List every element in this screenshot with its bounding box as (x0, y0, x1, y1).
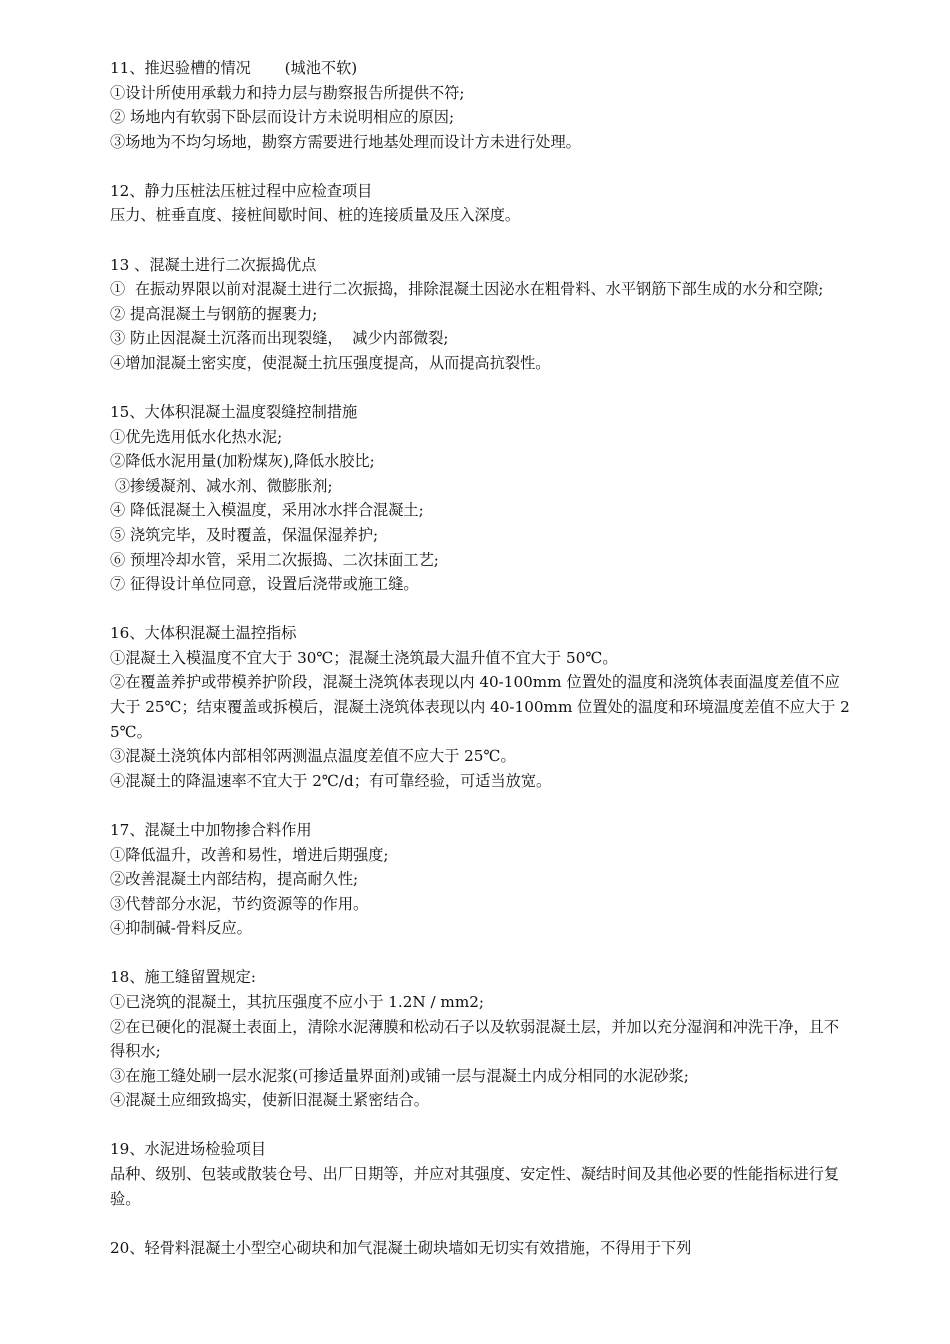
section-line: ①设计所使用承载力和持力层与勘察报告所提供不符; (110, 83, 465, 102)
section-line: ③混凝土浇筑体内部相邻两测温点温度差值不应大于 25℃。 (110, 747, 516, 766)
section-title: 17、混凝土中加物掺合料作用 (110, 820, 312, 839)
section-line: ④混凝土的降温速率不宜大于 2℃/d；有可靠经验，可适当放宽。 (110, 771, 552, 790)
section-line: ② 场地内有软弱下卧层而设计方未说明相应的原因; (110, 108, 455, 127)
section-line: ②降低水泥用量(加粉煤灰),降低水胶比; (110, 452, 375, 471)
section-line: ①已浇筑的混凝土，其抗压强度不应小于 1.2N / mm2; (110, 993, 484, 1011)
section-line: 压力、桩垂直度、接桩间歇时间、桩的连接质量及压入深度。 (110, 206, 521, 225)
section-line: ②在已硬化的混凝土表面上，清除水泥薄膜和松动石子以及软弱混凝土层，并加以充分湿润和冲洗干净，且不得积水; (110, 1017, 839, 1061)
section-line: ③在施工缝处刷一层水泥浆(可掺适量界面剂)或铺一层与混凝土内成分相同的水泥砂浆; (110, 1066, 689, 1085)
section-title: 15、大体积混凝土温度裂缝控制措施 (110, 403, 358, 422)
section-line: ①降低温升，改善和易性，增进后期强度; (110, 845, 389, 864)
section-line: ②在覆盖养护或带模养护阶段，混凝土浇筑体表现以内 40-100mm 位置处的温度和浇筑体表面温度差值不应大于 25℃；结束覆盖或拆模后，混凝土浇筑体表现以内 40-100mm 位置处的温度和环境温度差值不应大于 25℃。 (110, 673, 850, 741)
section-line: 品种、级别、包装或散装仓号、出厂日期等，并应对其强度、安定性、凝结时间及其他必要的性能指标进行复验。 (110, 1165, 839, 1208)
section-line: ①混凝土入模温度不宜大于 30℃；混凝土浇筑最大温升值不宜大于 50℃。 (110, 648, 618, 667)
section-title: 18、施工缝留置规定: (110, 968, 256, 987)
section-line: ④ 降低混凝土入模温度，采用冰水拌合混凝土; (110, 501, 424, 520)
section-line: ②改善混凝土内部结构，提高耐久性; (110, 870, 359, 889)
section-line: ①优先选用低水化热水泥; (110, 427, 283, 446)
section (110, 965, 852, 1113)
section-line: ④抑制碱-骨料反应。 (110, 919, 252, 938)
section-title: 19、水泥进场检验项目 (110, 1140, 267, 1159)
section-line: ② 提高混凝土与钢筋的握裹力; (110, 304, 318, 323)
section (110, 253, 852, 376)
section (110, 1236, 852, 1261)
section (110, 818, 852, 941)
section-title: 13 、混凝土进行二次振捣优点 (110, 255, 317, 274)
section-line: ③掺缓凝剂、减水剂、微膨胀剂; (110, 476, 333, 495)
section-line: ③ 防止因混凝土沉落而出现裂缝， 减少内部微裂; (110, 329, 449, 348)
section-line: ④混凝土应细致捣实，使新旧混凝土紧密结合。 (110, 1091, 429, 1110)
section (110, 179, 852, 228)
section-line: ③场地为不均匀场地，勘察方需要进行地基处理而设计方未进行处理。 (110, 132, 581, 151)
section-title: 20、轻骨料混凝土小型空心砌块和加气混凝土砌块墙如无切实有效措施，不得用于下列 (110, 1238, 692, 1257)
section (110, 56, 852, 154)
section-line: ④增加混凝土密实度，使混凝土抗压强度提高，从而提高抗裂性。 (110, 353, 551, 372)
document-page (110, 56, 852, 1285)
section-title: 11、推迟验槽的情况 (城池不软) (110, 59, 358, 77)
section-title: 12、静力压桩法压桩过程中应检查项目 (110, 181, 373, 200)
section-line: ③代替部分水泥，节约资源等的作用。 (110, 894, 369, 913)
section-line: ⑤ 浇筑完毕，及时覆盖，保温保湿养护; (110, 526, 379, 544)
section (110, 621, 852, 793)
section-line: ① 在振动界限以前对混凝土进行二次振捣，排除混凝土因泌水在粗骨料、水平钢筋下部生成的水分和空隙; (110, 280, 824, 299)
section (110, 1137, 852, 1211)
section (110, 400, 852, 597)
section-title: 16、大体积混凝土温控指标 (110, 624, 297, 643)
section-line: ⑥ 预埋冷却水管，采用二次振捣、二次抹面工艺; (110, 550, 439, 569)
section-line: ⑦ 征得设计单位同意，设置后浇带或施工缝。 (110, 575, 419, 594)
